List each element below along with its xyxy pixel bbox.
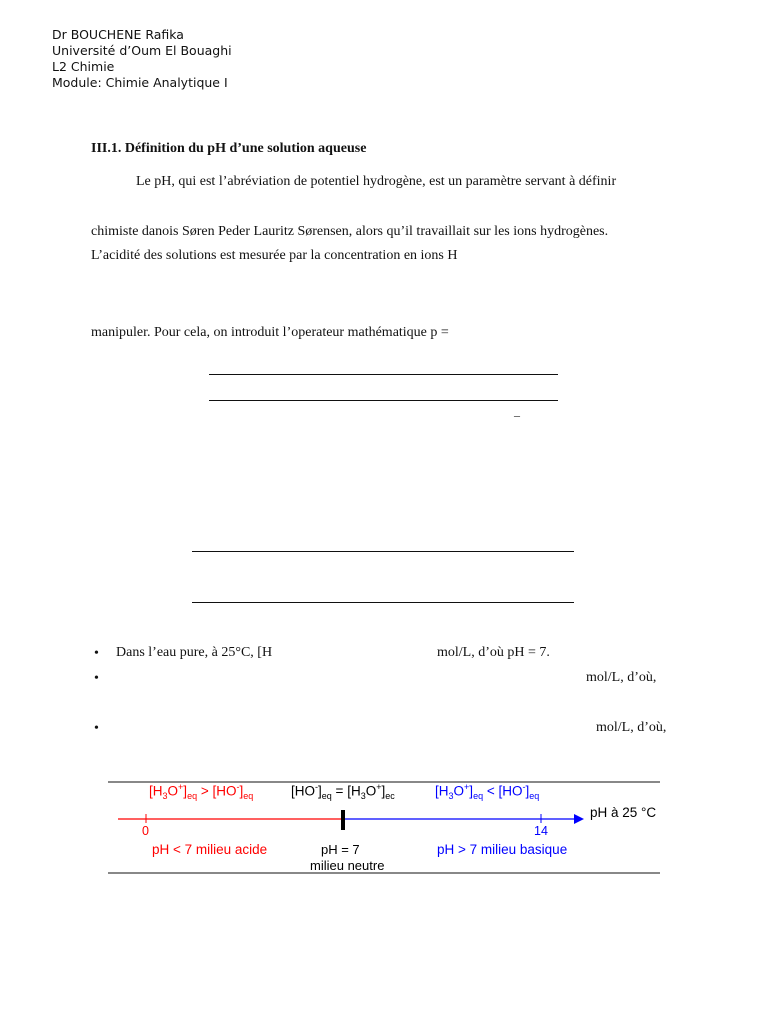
bullet-3-right: mol/L, d’où,	[596, 720, 667, 735]
rule-1	[209, 374, 558, 375]
neutral-label-text: milieu neutre	[310, 858, 385, 873]
neutral-condition: $[HO^-]_{eq} = [H_3O^+]_{ec}$	[291, 782, 395, 802]
rule-4	[192, 602, 574, 603]
bullet-1-left: Dans l’eau pure, à 25°C, [H	[116, 645, 273, 660]
tick-14-label: 14	[534, 824, 548, 838]
basic-condition: $[H_3O^+]_{eq} < [HO^-]_{eq}$	[435, 782, 540, 802]
paragraph-1: Le pH, qui est l’abréviation de potentiel hydrogène, est un paramètre servant à définir	[136, 174, 617, 189]
neutral-label-ph: pH = 7	[321, 842, 360, 857]
bullet-dot: •	[94, 671, 99, 686]
module-name: Module: Chimie Analytique I	[52, 75, 228, 90]
minus-mark: –	[514, 408, 520, 422]
level: L2 Chimie	[52, 59, 115, 74]
ph-scale-diagram	[108, 780, 660, 875]
bullet-2-right: mol/L, d’où,	[586, 670, 657, 685]
paragraph-3: manipuler. Pour cela, on introduit l’operateur mathématique p =	[91, 325, 449, 340]
section-title: III.1. Définition du pH d’une solution aqueuse	[91, 141, 367, 156]
tick-0-label: 0	[142, 824, 149, 838]
paragraph-2a: chimiste danois Søren Peder Lauritz Sørensen, alors qu’il travaillait sur les ions hydrogènes.	[91, 224, 609, 239]
university-name: Université d’Oum El Bouaghi	[52, 43, 232, 58]
tick-7-neutral-marker	[341, 810, 345, 830]
acid-label: pH < 7 milieu acide	[152, 842, 268, 857]
rule-2	[209, 400, 558, 401]
rule-3	[192, 551, 574, 552]
axis-arrow-head	[574, 814, 584, 824]
bullet-1-right: mol/L, d’où pH = 7.	[437, 645, 550, 660]
author-name: Dr BOUCHENE Rafika	[52, 27, 184, 42]
bullet-dot: •	[94, 721, 99, 736]
paragraph-2b: L’acidité des solutions est mesurée par la concentration en ions H	[91, 248, 458, 263]
bullet-dot: •	[94, 646, 99, 661]
basic-label: pH > 7 milieu basique	[437, 842, 568, 857]
acid-condition: $[H_3O^+]_{eq} > [HO^-]_{eq}$	[149, 782, 254, 802]
document-header	[52, 27, 232, 91]
axis-label: pH à 25 °C	[590, 805, 657, 820]
